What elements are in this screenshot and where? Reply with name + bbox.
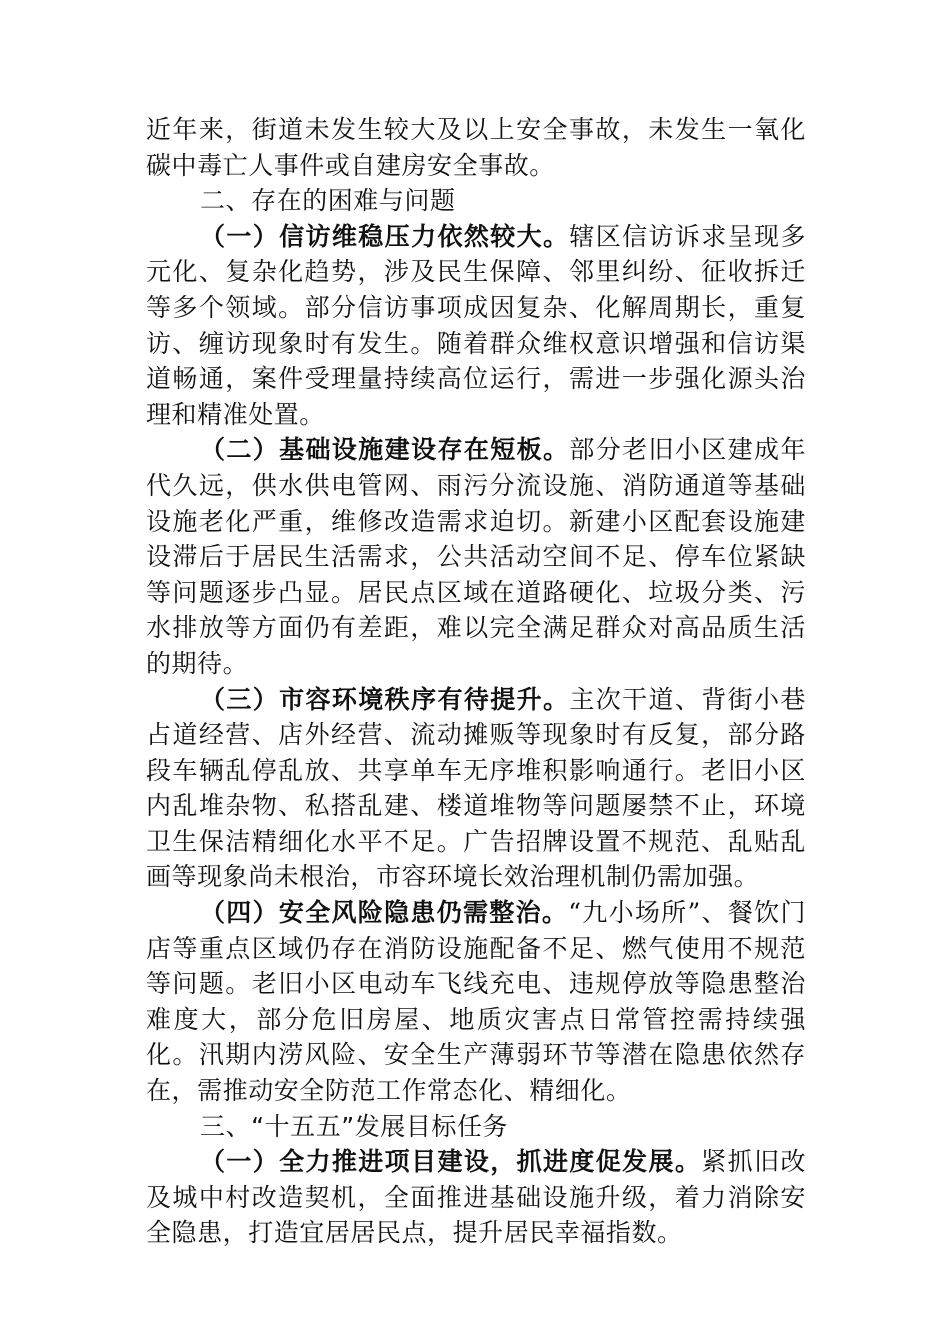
paragraph-2-2 bbox=[146, 432, 806, 681]
paragraph-2-4-body: “九小场所”、餐饮门店等重点区域仍存在消防设施配备不足、燃气使用不规范等问题。老旧小区电动车飞线充电、违规停放等隐患整治难度大，部分危旧房屋、地质灾害点日常管控需持续强化。汛期内涝风险、安全生产薄弱环节等潜在隐患依然存在，需推动安全防范工作常态化、精细化。 bbox=[146, 898, 807, 1106]
paragraph-2-3-body: 主次干道、背街小巷占道经营、店外经营、流动摊贩等现象时有反复，部分路段车辆乱停乱放、共享单车无序堆积影响通行。老旧小区内乱堆杂物、私搭乱建、楼道堆物等问题屡禁不止，环境卫生保洁精细化水平不足。广告招牌设置不规范、乱贴乱画等现象尚未根治，市容环境长效治理机制仍需加强。 bbox=[146, 684, 806, 892]
paragraph-2-2-lead: （二）基础设施建设存在短板。 bbox=[200, 435, 570, 465]
paragraph-3-1-body: 紧抓旧改及城中村改造契机，全面推进基础设施升级，着力消除安全隐患，打造宜居居民点，提升居民幸福指数。 bbox=[146, 1147, 806, 1248]
paragraph-2-2-body: 部分老旧小区建成年代久远，供水供电管网、雨污分流设施、消防通道等基础设施老化严重，维修改造需求迫切。新建小区配套设施建设滞后于居民生活需求，公共活动空间不足、停车位紧缺等问题逐步凸显。居民点区域在道路硬化、垃圾分类、污水排放等方面仍有差距，难以完全满足群众对高品质生活的期待。 bbox=[146, 435, 806, 678]
paragraph-3-1-lead: （一）全力推进项目建设，抓进度促发展。 bbox=[200, 1147, 702, 1177]
paragraph-2-3 bbox=[146, 682, 806, 896]
paragraph-2-1 bbox=[146, 219, 806, 433]
section-heading-2: 二、存在的困难与问题 bbox=[200, 186, 456, 216]
paragraph-2-4 bbox=[146, 895, 806, 1109]
paragraph-2-1-lead: （一）信访维稳压力依然较大。 bbox=[200, 221, 570, 251]
document-body bbox=[146, 112, 806, 1251]
paragraph-intro-text: 近年来，街道未发生较大及以上安全事故，未发生一氧化碳中毒亡人事件或自建房安全事故。 bbox=[146, 115, 806, 180]
paragraph-3-1 bbox=[146, 1144, 806, 1251]
paragraph-2-4-lead: （四）安全风险隐患仍需整治。 bbox=[200, 898, 569, 928]
paragraph-2-1-body: 辖区信访诉求呈现多元化、复杂化趋势，涉及民生保障、邻里纠纷、征收拆迁等多个领域。部分信访事项成因复杂、化解周期长，重复访、缠访现象时有发生。随着群众维权意识增强和信访渠道畅通，案件受理量持续高位运行，需进一步强化源头治理和精准处置。 bbox=[146, 221, 806, 429]
paragraph-2-3-lead: （三）市容环境秩序有待提升。 bbox=[200, 684, 570, 714]
section-heading-3: 三、“十五五”发展目标任务 bbox=[200, 1111, 509, 1141]
paragraph-intro bbox=[146, 112, 806, 183]
